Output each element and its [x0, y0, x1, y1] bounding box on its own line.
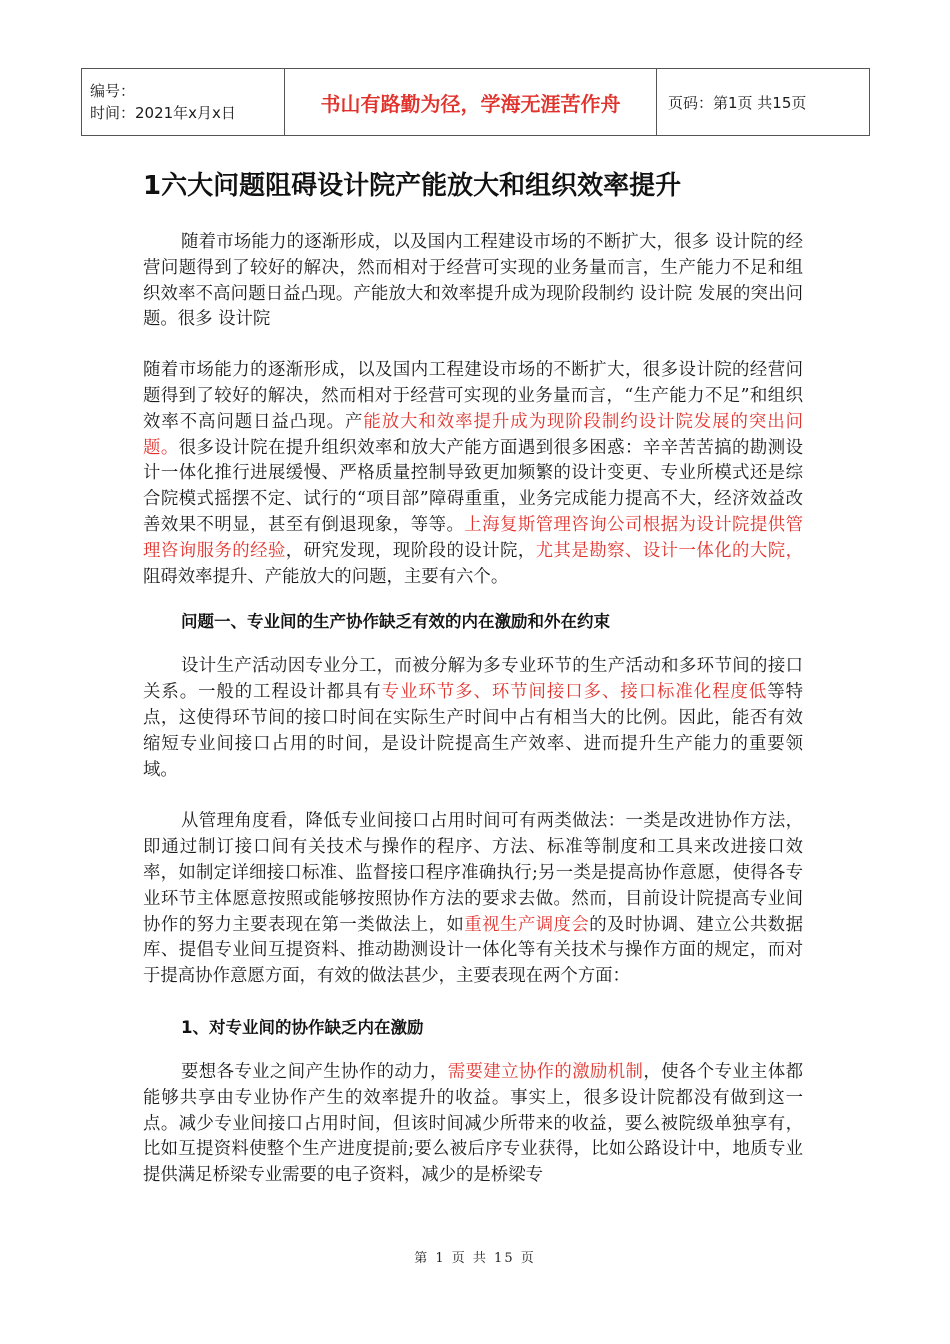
text-run: 的及时协调、建立公共数据库、提倡专业间互提资料、推动勘测设计一体化等有关技术与操作方面的规定，而对于提高协作意愿方面，有效的做法甚少，主要表现在两个方面： [143, 914, 803, 987]
header-meta-cell [82, 69, 285, 135]
page-info: 页码：第1页 共15页 [668, 93, 807, 112]
paragraph-context [143, 358, 803, 590]
text-run: 从管理角度看，降低专业间接口占用时间可有两类做法：一类是改进协作方法，即通过制订接口间有关技术与操作的程序、方法、标准等制度和工具来改进接口效率，如制定详细接口标准、监督接口程序准确执行;另一类是提高协作意愿，使得各专业环节主体愿意按照或能够按照协作方法的要求去做。然而，目前设计院提高专业间协作的努力主要表现在第一类做法上，如 [143, 811, 803, 935]
text-run: ，使各个专业主体都能够共享由专业协作产生的效率提升的收益。事实上，很多设计院都没有做到这一点。减少专业间接口占用时间，但该时间减少所带来的收益，要么被院级单独享有，比如互提资料使整个生产进度提前;要么被后序专业获得，比如公路设计中，地质专业提供满足桥梁专业需要的电子资料，减少的是桥梁专 [143, 1061, 803, 1186]
paragraph-management [143, 809, 803, 990]
text-run: 设计生产活动因专业分工，而被分解为多专业环节的生产活动和多环节间的接口关系。一般的工程设计都具有 [143, 656, 803, 703]
text-run: 等特点，这使得环节间的接口时间在实际生产时间中占有相当大的比例。因此，能否有效缩短专业间接口占用的时间，是设计院提高生产效率、进而提升生产能力的重要领域。 [143, 682, 803, 780]
page-header-table [81, 68, 870, 136]
date-label: 时间：2021年x月x日 [90, 104, 236, 122]
highlight-text: 上海复斯管理咨询公司根据为设计院提供管理咨询服务的经验 [143, 514, 803, 561]
number-label: 编号： [90, 82, 136, 100]
paragraph-division [143, 654, 803, 783]
text-run: 很多设计院在提升组织效率和放大产能方面遇到很多困惑：辛辛苦苦搞的勘测设计一体化推行进展缓慢、严格质量控制导致更加频繁的设计变更、专业所模式还是综合院模式摇摆不定、试行的“项目部”障碍重重，业务完成能力提高不大，经济效益改善效果不明显，甚至有倒退现象，等等。 [143, 437, 803, 535]
text-run: 要想各专业之间产生协作的动力， [181, 1061, 448, 1082]
text-run: 随着市场能力的逐渐形成，以及国内工程建设市场的不断扩大，很多设计院的经营问题得到了较好的解决，然而相对于经营可实现的业务量而言，“生产能力不足”和组织效率不高问题日益凸现。产 [143, 360, 803, 432]
paragraph-incentive [143, 1060, 803, 1189]
motto-text: 书山有路勤为径，学海无涯苦作舟 [320, 91, 621, 116]
section-heading-problem-1: 问题一、专业间的生产协作缺乏有效的内在激励和外在约束 [181, 612, 610, 632]
header-page-cell [657, 69, 869, 135]
header-motto-cell [285, 69, 657, 135]
page-footer: 第 1 页 共 15 页 [414, 1251, 536, 1266]
highlight-text: 能放大和效率提升成为现阶段制约设计院发展的突出问题。 [143, 411, 803, 458]
highlight-text: 尤其是勘察、设计一体化的大院， [535, 540, 803, 561]
text-run: 阻碍效率提升、产能放大的问题，主要有六个。 [143, 566, 509, 587]
highlight-text: 重视生产调度会 [464, 914, 590, 935]
paragraph-intro: 随着市场能力的逐渐形成，以及国内工程建设市场的不断扩大，很多 设计院的经营问题得到了较好的解决，然而相对于经营可实现的业务量而言，生产能力不足和组织效率不高问题日益凸现。产能放大和效率提升成为现阶段制约 设计院 发展的突出问题。很多 设计院 [143, 232, 803, 330]
highlight-text: 需要建立协作的激励机制 [447, 1061, 644, 1082]
document-body [143, 230, 803, 1189]
subsection-heading-1: 1、对专业间的协作缺乏内在激励 [181, 1017, 424, 1037]
text-run: ，研究发现，现阶段的设计院， [285, 540, 536, 561]
document-title: 1六大问题阻碍设计院产能放大和组织效率提升 [143, 171, 682, 201]
highlight-text: 专业环节多、环节间接口多、接口标准化程度低 [381, 682, 768, 703]
